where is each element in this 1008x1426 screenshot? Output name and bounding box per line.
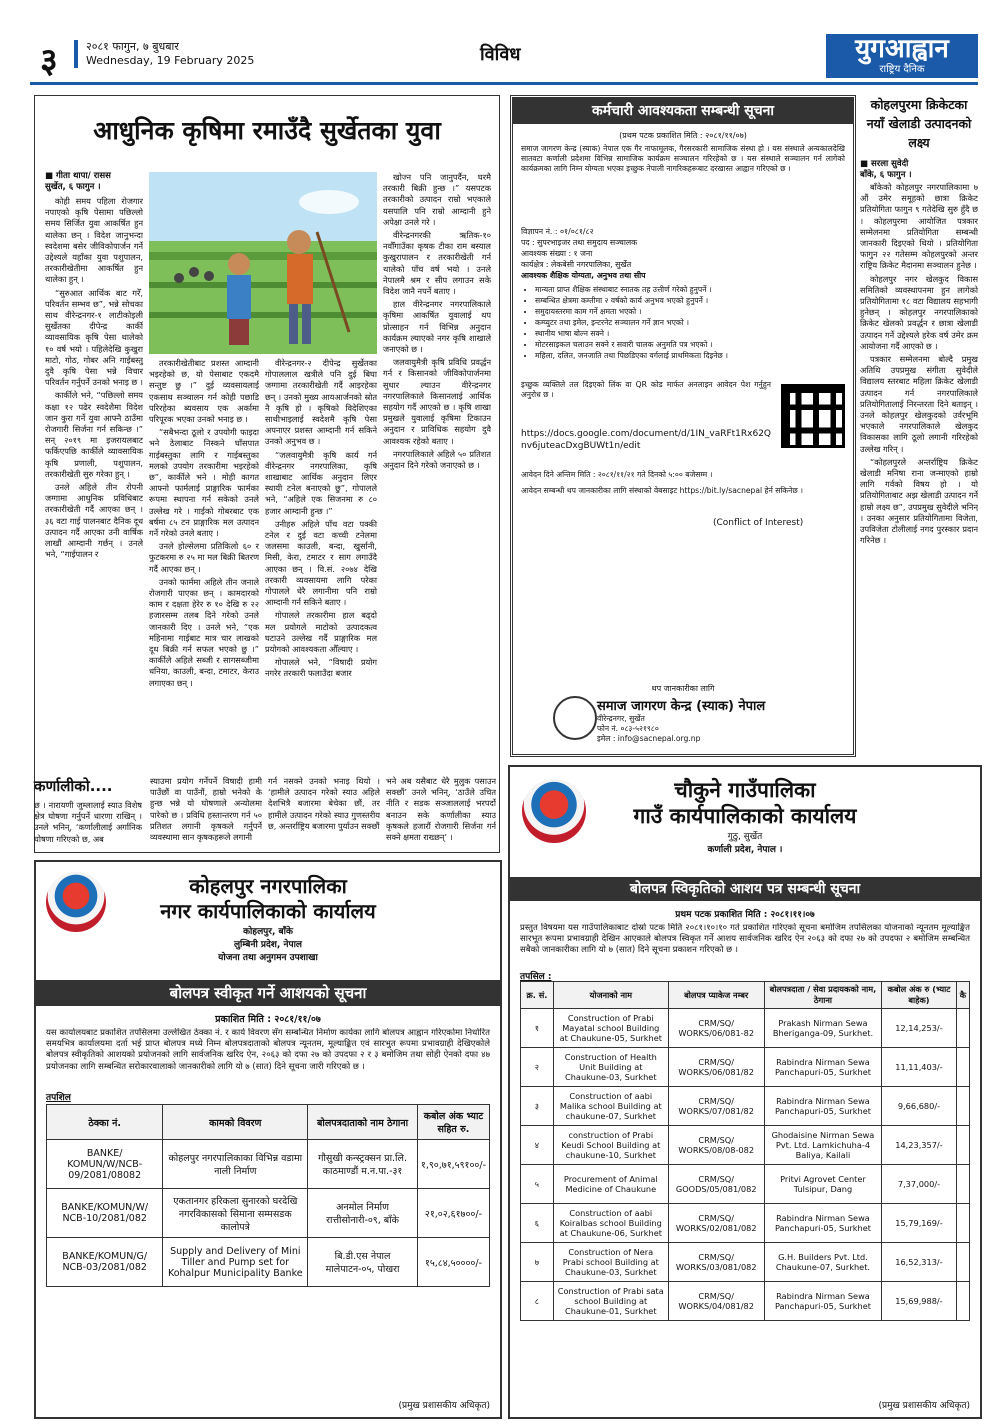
- feature-column-1: [45, 196, 143, 846]
- column-header: योजनाको नाम: [553, 982, 668, 1009]
- continued-column-4: भने अब यसैबाट धेरै मुलुक पसाउन सक्छौं’ उनले भनिन्, ‘ठाउँले उचित नीति र सडक सञ्जाललाई भरपर्दो बनाउन सके कर्णालीका स्याउ कृषकले हजारौं रोजगारी सिर्जना गर्न सक्ने क्षमता राख्छन्’ ।: [386, 776, 496, 843]
- paragraph: उनीहरु अहिले पाँच वटा पक्की टनेल र दुई वटा कच्ची टनेलमा जलसमा काउली, बन्दा, खुर्सानी, मिसी, केरा, टमाटर र साग लगाउँदै आएका छन् । वि.सं. २०७४ देखि तरकारी व्यवसायमा लागि परेका गोपालले धेरै लगानीमा पनि राम्रो आम्दानी गर्न सकिने बताए ।: [265, 518, 377, 608]
- apply-note: आवेदन सम्बन्धी थप जानकारीका लागि संस्थाको वेबसाइट https://bit.ly/sacnepal हेर्न सकिनेछ ।: [521, 486, 803, 495]
- table-cell: BANKE/KOMUN/G/ NCB-03/2081/082: [47, 1238, 163, 1287]
- feature-dateline: सुर्खेत, ६ फागुन ।: [45, 182, 101, 192]
- table-row: [521, 1282, 970, 1321]
- table-cell: ५: [521, 1165, 554, 1204]
- apply-deadline: आवेदन दिने अन्तिम मिति : २०८१/११/२१ गते दिनको ५:०० बजेसम्म ।: [521, 470, 713, 479]
- continued-column-1: छ । नारायणी जुम्लालाई स्याउ विशेष क्षेत्र घोषणा गर्नुपर्ने धारणा राखिन् । उनले भनिन्, ‘कर्णालीलाई अर्गानिक घोषणा गरिएको छ, अब: [34, 800, 142, 844]
- paper-tagline: राष्ट्रिय दैनिक: [879, 64, 925, 75]
- table-cell: Rabindra Nirman Sewa Panchapuri-05, Surkhet: [764, 1204, 882, 1243]
- header-rule: [30, 82, 978, 85]
- paragraph: कोहलपुर नगर खेलकुद विकास समितिको व्यवस्थापनमा हुन लागेको प्रतियोगितामा १८ वटा विद्यालय सहभागी हुनेछन् । कोहलपुर नगरपालिकाको क्रिकेट खेलको प्रवर्द्धन र छात्रा खेलाडी उत्पादन गर्ने उद्देश्यले हरेक वर्ष उमेर क्रम आयोजना गर्दै आएको छ ।: [860, 273, 978, 351]
- chaukune-signature: (प्रमुख प्रशासकीय अधिकृत): [878, 1401, 970, 1411]
- table-cell: construction of Prabi Keudi School Building at chaukune-10, Surkhet: [553, 1126, 668, 1165]
- org-email[interactable]: इमेल : info@sacnepal.org.np: [597, 734, 701, 743]
- table-row: [521, 1243, 970, 1282]
- chaukune-table-body: [521, 1009, 970, 1321]
- paragraph: गोपालले भने, “विषादी प्रयोग नगरेर तरकारी फलाउँदा बजार: [265, 657, 377, 679]
- chaukune-header: [510, 777, 980, 855]
- employment-notice-title: कर्मचारी आवश्यकता सम्बन्धी सूचना: [513, 98, 853, 124]
- kohalpur-tender-notice: [34, 860, 502, 1419]
- feature-byline: ■ गीता थापा/ रासस: [45, 171, 111, 181]
- chaukune-tapasil: तपसिल :: [520, 972, 552, 982]
- table-header-row: [521, 982, 970, 1009]
- more-info-label: थप जानकारीका लागि: [651, 684, 715, 693]
- chaukune-address-1: गुठु, सुर्खेत: [727, 832, 763, 842]
- table-row: [47, 1189, 490, 1238]
- paragraph: “जलवायुमैत्री कृषि कार्य गर्न वीरेन्द्रनगर नगरपालिका, कृषि शाखाबाट आर्थिक अनुदान लिएर स्थायी टनेल बनाएको छु”, गोपालले भने, “अहिले एक सिजनमा रु ८० हजार आम्दानी हुन्छ ।”: [265, 449, 377, 516]
- vacancy-post: पद : सुपरभाइजर तथा समुदाय सञ्चालक: [521, 238, 638, 247]
- table-cell: Rabindra Nirman Sewa Panchapuri-05, Surkhet: [764, 1048, 882, 1087]
- paragraph: खोज्न पनि जानुपर्दैन, घरमै तरकारी बिक्री हुन्छ ।” यसपटक तरकारीको उत्पादन राम्रो भएकाले यसपालि पनि राम्रो आम्दानी हुने अपेक्षा उनले गरे ।: [383, 172, 491, 227]
- paragraph: उनले अहिले तीन रोपनी जग्गामा आधुनिक प्रविधिबाट तरकारीखेती गर्दै आएका छन् । ३६ वटा गाई पालनबाट दैनिक दूध उत्पादन गर्दै आएका उनी वार्षिक लाखौं आम्दानी गर्छन् । उनले भने, “गाईपालन र: [45, 482, 143, 560]
- kohalpur-table-wrap: [46, 1104, 490, 1287]
- continued-column-2: स्याउमा प्रयोग गर्नेपर्ने विषादी हामी पाउँछौं वा पाउँनौं, हाम्रो भनेको के हुन्छ भन्ने यो घोषणाले अन्योलमा पारेको छ । प्रविधि हस्तान्तरण गर्न ५० प्रतिशत लगानी कृषकले गर्नुपर्ने व्यवस्थामा सान कृषकहरूले लगानी: [150, 776, 262, 843]
- feature-byline-block: [45, 170, 137, 192]
- kohalpur-address-1: कोहलपुर, बाँके: [243, 927, 293, 937]
- table-cell: [956, 1165, 969, 1204]
- table-cell: 14,23,357/-: [882, 1126, 956, 1165]
- table-cell: ३: [521, 1087, 554, 1126]
- paragraph: जलवायुमैत्री कृषि प्रविधि प्रवर्द्धन गर्न र किसानको जीविकोपार्जनमा सुधार ल्याउन वीरेन्द्रनगर नगरपालिकाले किसानलाई आर्थिक सहयोग गर्दै आएको छ । कृषि शाखा प्रमुखले युवालाई कृषिमा टिकाउन अनुदान र प्राविधिक सहयोग दुवै आवश्यक रहेको बताए ।: [383, 357, 491, 446]
- column-header: बोलपत्रदाताको नाम ठेगाना: [308, 1105, 418, 1140]
- paragraph: “कोहलपुरले अन्तर्राष्ट्रिय क्रिकेट खेलाडी मनिषा राना जन्माएको हाम्रो लागि गर्वको विषय हो । यो प्रतियोगिताबाट अझ खेलाडी उत्पादन गर्ने हाम्रो लक्ष्य छ”, उपप्रमुख सुवेदीले भनिन् । उनका अनुसार प्रतियोगितामा विजेता, उपविजेता टोलीलाई नगद पुरस्कार प्रदान गरिनेछ ।: [860, 456, 978, 546]
- vacancy-details: [521, 226, 845, 281]
- table-cell: [956, 1282, 969, 1321]
- table-cell: गौसुखी कन्स्ट्रक्सन प्रा.लि. काठमाण्डौं म.न.पा.-३१: [308, 1140, 418, 1189]
- table-cell: एकतानगर हरिकला सुनारको घरदेखि नगरविकासको सिमाना सम्मसडक कालोपत्रे: [163, 1189, 308, 1238]
- table-cell: Pritvi Agrovet Center Tulsipur, Dang: [764, 1165, 882, 1204]
- kohalpur-table-body: [47, 1140, 490, 1287]
- table-row: [521, 1165, 970, 1204]
- list-item: • सम्बन्धित क्षेत्रमा कम्तीमा २ वर्षको कार्य अनुभव भएको हुनुपर्ने ।: [535, 295, 859, 306]
- section-title: विविध: [480, 44, 521, 65]
- continued-story: [34, 770, 498, 855]
- table-header-row: [47, 1105, 490, 1140]
- chaukune-title-1: चौकुने गाउँपालिका: [674, 778, 816, 802]
- table-cell: ४: [521, 1126, 554, 1165]
- cricket-headline: कोहलपुरमा क्रिकेटका नयाँ खेलाडी उत्पादनको लक्ष्य: [866, 97, 972, 150]
- table-cell: CRM/SQ/ WORKS/03/081/082: [668, 1243, 764, 1282]
- cricket-dateline: बाँके, ६ फागुन ।: [860, 170, 912, 180]
- column-header: क्र. सं.: [521, 982, 554, 1009]
- feature-article: [34, 95, 500, 853]
- table-cell: ८: [521, 1282, 554, 1321]
- table-cell: १: [521, 1009, 554, 1048]
- table-row: [521, 1048, 970, 1087]
- kohalpur-tapasil: तपशिल: [46, 1093, 71, 1103]
- header-dates: [86, 40, 254, 68]
- sac-contact: [597, 696, 847, 744]
- qr-code-icon[interactable]: [781, 384, 845, 448]
- conflict-of-interest: (Conflict of Interest): [713, 518, 804, 528]
- column-header: कबोल अंक रु (भ्याट बाहेक): [882, 982, 956, 1009]
- table-cell: Rabindra Nirman Sewa Panchapuri-05, Surkhet: [764, 1087, 882, 1126]
- table-cell: CRM/SQ/ WORKS/04/081/82: [668, 1282, 764, 1321]
- table-cell: ६: [521, 1204, 554, 1243]
- cricket-article: [860, 95, 978, 755]
- employment-notice-intro: समाज जागरण केन्द्र (स्याक) नेपाल एक गैर नाफामूलक, गैरसरकारी सामाजिक संस्था हो । यस संस्थाले अन्यकालदेखि सातवटा कर्णाली प्रदेशमा विभिन्न सामाजिक कार्यक्रम सञ्चालन गरिरहेको छ । यस संस्थाले सञ्चालन गर्न लागेको कार्यक्रमका लागि निम्न योग्यता भएका इच्छुक नेपाली नागरिकहरूबाट दरखास्त आह्वान गरिएको छ ।: [521, 144, 845, 173]
- table-cell: CRM/SQ/ GOODS/05/081/082: [668, 1165, 764, 1204]
- paragraph: वीरेन्द्रनगरकी ऋतिक-१० नवौँगाउँका कृषक टीका राम बस्याल कुखुरापालन र तरकारीखेती गर्न थालेको पाँच वर्ष भयो । उनले नेपालमै श्रम र सीप लगाउन सके विदेश जानै नपर्ने बताए ।: [383, 230, 491, 297]
- continued-label: कर्णालीको....: [34, 777, 113, 795]
- table-cell: कोहलपुर नगरपालिकाका विभिन्न वडामा नाली निर्माण: [163, 1140, 308, 1189]
- paragraph: “सुरुआत आर्थिक बाट गरेँ, परिवर्तन सम्भव छ”, भन्ने सोचका साथ वीरेन्द्रनगर-१ लाटीकोइली सुर्खेतका दीपेन्द्र कार्की व्यावसायिक कृषि पेसा थालेको १० वर्ष भयो । पहिलेदेखि कुखुरा माटो, गोठ, गोबर अनि गाईबस्तु दुवै कृषि पेसा भन्ने विचार परिवर्तन गर्नुपर्ने उनको भनाइ छ ।: [45, 287, 143, 388]
- list-item: • मोटरसाइकल चलाउन सक्ने र सवारी चालक अनुमति पत्र भएको ।: [535, 339, 859, 350]
- kohalpur-banner: बोलपत्र स्वीकृत गर्ने आशयको सूचना: [36, 980, 500, 1006]
- table-cell: 12,14,253/-: [882, 1009, 956, 1048]
- vacancy-count: आवश्यक संख्या : १ जना: [521, 249, 593, 258]
- table-cell: CRM/SQ/ WORKS/08/08-082: [668, 1126, 764, 1165]
- table-cell: Construction of aabi Malika school Building at chaukune-07, Surkhet: [553, 1087, 668, 1126]
- farmer-illustration: [149, 172, 377, 354]
- table-cell: Rabindra Nirman Sewa Panchapuri-05, Surkhet: [764, 1282, 882, 1321]
- paragraph: पत्रकार सम्मेलनमा बोल्दै प्रमुख अतिथि उपप्रमुख संगीता सुवेदीले विद्यालय स्तरबाट महिला क्रिकेट खेलाडी उत्पादन गर्न नगरपालिकाले प्रतियोगितालाई निरन्तरता दिने बताइन् । उनले कोहलपुर खेलकुदको उर्वरभूमि भएकाले नगरपालिकाले खेलकुद विकासका लागि ठूलो लगानी गरिरहेको उल्लेख गरिन् ।: [860, 354, 978, 454]
- vacancy-number: विज्ञापन नं. : ०१/०८१/८२: [521, 227, 594, 236]
- paragraph: बाँकेको कोहलपुर नगरपालिकामा ७ औं उमेर समूहको छात्रा क्रिकेट प्रतियोगिता फागुन ९ गतेदेखि सुरु हुँदै छ । कोहलपुरमा आयोजित पत्रकार सम्मेलनमा प्रतियोगिता सम्बन्धी जानकारी दिइएको थियो । प्रतियोगिता फागुन २२ गतेसम्म कोहलपुरको अन्तर राष्ट्रिय क्रिकेट मैदानमा सञ्चालन हुनेछ ।: [860, 182, 978, 271]
- list-item: • स्थानीय भाषा बोल्न सक्ने ।: [535, 328, 859, 339]
- table-cell: Prakash Nirman Sewa Bheriganga-09, Surkhet.: [764, 1009, 882, 1048]
- table-cell: ७: [521, 1243, 554, 1282]
- table-cell: [956, 1126, 969, 1165]
- chaukune-intro: प्रस्तुत विषयमा यस गाउँपालिकाबाट दोस्रो पटक मिति २०८१।१०।१० गते प्रकाशित गरिएको सूचना बमोजिम तपसिलका योजनाको न्यूनतम मूल्याङ्कित सारभूत रूपमा प्रभावग्राही देखिन आएकाले बोलपत्र स्विकृत गर्ने आशय सार्वजनिक खरिद ऐन २०६३ को दफा २७ को उपदफा २ बमोजिम सम्बन्धित सबैको जानकारीका लागि यो ७ (सात) दिने सूचना प्रकाशन गरिएको छ ।: [520, 923, 970, 956]
- table-cell: अनमोल निर्माण रात्तीसोनारी-०९, बाँके: [308, 1189, 418, 1238]
- table-cell: १,९०,७१,५९१००/-: [417, 1140, 489, 1189]
- org-address: वीरेन्द्रनगर, सुर्खेत: [597, 714, 645, 723]
- org-name: समाज जागरण केन्द्र (स्याक) नेपाल: [597, 699, 766, 714]
- requirements-title: आवश्यक शैक्षिक योग्यता, अनुभव तथा सीप: [521, 271, 646, 280]
- paragraph: गोपालले तरकारीमा हाल बढ्दो मल प्रयोगले माटोको उत्पादकत्व घटाउने उल्लेख गर्दै प्राङ्गारिक मल प्रयोगको आवश्यकता औँल्याए ।: [265, 610, 377, 655]
- kohalpur-header: [36, 874, 500, 963]
- chaukune-table: [520, 981, 970, 1321]
- chaukune-title-2: गाउँ कार्यपालिकाको कार्यालय: [633, 804, 857, 828]
- paragraph: कार्कीले भने, “पछिल्लो समय कक्षा १२ पढेर स्वदेशैमा विदेश जान कुरा गर्ने युवा आफ्नै ठाउँमा रोजगारी सिर्जना गर्न सकिन्छ ।” सन् २०१९ मा इजरायलबाट फर्किएपछि कार्कीले व्यावसायिक कृषि प्रणाली, पशुपालन, तरकारीखेती सुरु गरेका हुन् ।: [45, 390, 143, 479]
- continued-column-3: गर्न नसक्ने उनको भनाइ थियो । ‘हामीले उत्पादन गरेको स्याउ अहिले देशभित्रै बजारमा बेचेका छौं, तर हामीले उत्पादन गरेको स्याउ गुणस्तरीय छ, अन्तर्राष्ट्रिय बजारमा पुर्याउन सक्छौं: [268, 776, 380, 831]
- chaukune-first-pub: प्रथम पटक प्रकाशित मिति : २०८१।११।०७: [675, 910, 815, 920]
- table-cell: CRM/SQ/ WORKS/06/081-82: [668, 1009, 764, 1048]
- paragraph: हाल वीरेन्द्रनगर नगरपालिकाले कृषिमा आकर्षित युवालाई थप प्रोत्साहन गर्न विभिन्न अनुदान कार्यक्रम ल्याएको नगर कृषि शाखाले जनाएको छ ।: [383, 299, 491, 355]
- table-cell: CRM/SQ/ WORKS/06/081/82: [668, 1048, 764, 1087]
- paragraph: “सबैभन्दा ठूलो र उपयोगी फाइदा भने ठेलाबाट निस्कने घाँसपात गाईबस्तुका लागि र गाईबस्तुका मलको उपयोग तरकारीमा भइरहेको छ”, कार्कीले भने । मोही कागत आफ्नो फार्मलाई प्राङ्गारिक फार्मका रूपमा स्थापना गर्न सकेको उनले उल्लेख गरे । गाईको गोबरबाट एक बर्षमा ८५ टन प्राङ्गारिक मल उत्पादन गर्ने गरेको उनले बताए ।: [149, 427, 259, 539]
- table-cell: CRM/SQ/ WORKS/02/081/082: [668, 1204, 764, 1243]
- page-number: ३: [40, 41, 58, 81]
- table-cell: २१,०२,६१७००/-: [417, 1189, 489, 1238]
- table-cell: [956, 1243, 969, 1282]
- chaukune-table-wrap: [520, 981, 970, 1321]
- list-item: • कम्प्युटर तथा इमेल, इन्टरनेट सञ्चालन गर्ने ज्ञान भएको ।: [535, 317, 859, 328]
- chaukune-banner: बोलपत्र स्विकृतिको आशय पत्र सम्बन्धी सूचना: [510, 877, 980, 901]
- vacancy-location: कार्यक्षेत्र : लेकबेसी नगरपालिका, सुर्खेत: [521, 260, 632, 269]
- farm-scene-icon: [149, 172, 377, 354]
- paper-name: युगआह्वान: [855, 34, 949, 64]
- paragraph: कोही समय पहिला रोजगार नपाएको कृषि पेसामा पछिल्लो समय सिर्जित युवा आकर्षित हुन थालेका छन् । विदेश जानुभन्दा स्वदेशमा बसेर जीविकोपार्जन गर्ने उद्देश्यले यहाँका युवा पशुपालन, तरकारीखेतीमा आकर्षित हुन थालेका हुन् ।: [45, 196, 143, 285]
- table-row: [521, 1204, 970, 1243]
- paragraph: वीरेन्द्रनगर-२ दीपेन्द्र सुर्खेतका गोपाललाल खत्रीले पनि दुई बिघा जग्गामा तरकारीखेती गर्दै आइरहेका छन् । उनको मुख्य आयआर्जनको स्रोत नै कृषि हो । कृषिको विदेशिएका साथीभाइलाई स्वदेशमै कृषि पेसा अपनाएर प्रशस्त आम्दानी गर्न सकिने उनको अनुभव छ ।: [265, 358, 377, 447]
- column-header: ठेक्का नं.: [47, 1105, 163, 1140]
- list-item: • मान्यता प्राप्त शैक्षिक संस्थाबाट स्नातक तह उत्तीर्ण गरेको हुनुपर्ने ।: [535, 284, 859, 295]
- chaukune-address-2: कर्णाली प्रदेश, नेपाल ।: [707, 845, 783, 855]
- cricket-byline: ■ सरला सुवेदी: [860, 159, 909, 169]
- table-cell: G.H. Builders Pvt. Ltd. Chaukune-07, Surkhet.: [764, 1243, 882, 1282]
- list-item: • समुदायस्तरमा काम गर्ने क्षमता भएको ।: [535, 306, 859, 317]
- kohalpur-signature: (प्रमुख प्रशासकीय अधिकृत): [398, 1401, 490, 1411]
- table-row: [47, 1238, 490, 1287]
- table-cell: १५,८४,५००००/-: [417, 1238, 489, 1287]
- sac-logo-icon: [553, 696, 597, 740]
- date-english: Wednesday, 19 February 2025: [86, 54, 255, 67]
- column-header: कामको विवरण: [163, 1105, 308, 1140]
- table-row: [521, 1126, 970, 1165]
- table-cell: [956, 1048, 969, 1087]
- apply-link[interactable]: https://docs.google.com/document/d/1IN_vaRFt1Rx62Q nv6juteacDxgBUWt1n/edit: [521, 429, 772, 451]
- table-row: [521, 1009, 970, 1048]
- table-cell: Construction of aabi Koiralbas school Building at Chaukune-06, Surkhet: [553, 1204, 668, 1243]
- table-cell: Procurement of Animal Medicine of Chaukune: [553, 1165, 668, 1204]
- column-header: कै: [956, 982, 969, 1009]
- list-item: • महिला, दलित, जनजाति तथा पिछडिएका वर्गलाई प्राथमिकता दिइनेछ ।: [535, 350, 859, 361]
- header-divider: [74, 40, 78, 68]
- table-cell: बि.डी.एस नेपाल मालेपाटन-०५, पोखरा: [308, 1238, 418, 1287]
- kohalpur-title-1: कोहलपुर नगरपालिका: [189, 874, 347, 898]
- paragraph: तरकारीखेतीबाट प्रशस्त आम्दानी भइरहेको छ, यो पेसाबाट एकदमै सन्तुष्ट छु ।” दुई व्यवसायलाई एकसाथ सञ्चालन गर्न कोही पछाडि परिरहेका ब्यवसाय एक अर्कामा परिपूरक भएका उनको भनाइ छ ।: [149, 358, 259, 425]
- table-cell: Supply and Delivery of Mini Tiller and Pump set for Kohalpur Municipality Banke: [163, 1238, 308, 1287]
- feature-headline: आधुनिक कृषिमा रमाउँदै सुर्खेतका युवा: [93, 116, 441, 145]
- table-cell: 16,52,313/-: [882, 1243, 956, 1282]
- kohalpur-address-3: योजना तथा अनुगमन उपशाखा: [218, 953, 318, 963]
- table-cell: Construction of Prabi Mayatal school Building at Chaukune-05, Surkhet: [553, 1009, 668, 1048]
- kohalpur-title-2: नगर कार्यपालिकाको कार्यालय: [160, 899, 376, 923]
- table-cell: Construction of Prabi sata school Building at Chaukune-01, Surkhet: [553, 1282, 668, 1321]
- table-cell: २: [521, 1048, 554, 1087]
- table-cell: 15,69,988/-: [882, 1282, 956, 1321]
- column-header: बोलपत्र प्याकेज नम्बर: [668, 982, 764, 1009]
- table-cell: [956, 1087, 969, 1126]
- masthead-logo: [826, 34, 978, 78]
- apply-instructions: इच्छुक व्यक्तिले तल दिइएको लिंक वा QR कोड मार्फत अनलाइन आवेदन पेश गर्नुहुन अनुरोध छ ।: [521, 380, 771, 399]
- chaukune-tender-notice: [508, 765, 982, 1419]
- column-header: बोलपत्रदाता / सेवा प्रदायकको नाम, ठेगाना: [764, 982, 882, 1009]
- table-cell: CRM/SQ/ WORKS/07/081/82: [668, 1087, 764, 1126]
- paragraph: उनको फार्ममा अहिले तीन जनाले रोजगारी पाएका छन् । कामदारको काम र दक्षता हेरेर रु १० देखि रु २२ हजारसम्म तलब दिने गरेको उनले जानकारी दिए । उनले भने, “एक महिनामा गाईबाट मात्र चार लाखको दूध बिक्री गर्न सफल भएको छु ।” कार्कीले अहिले सब्जी र सागसब्जीमा धनिया, काउली, बन्दा, टमाटर, केराउ लगाएका छन् ।: [149, 576, 259, 688]
- table-cell: 15,79,169/-: [882, 1204, 956, 1243]
- column-header: कबोल अंक भ्याट सहित रु.: [417, 1105, 489, 1140]
- table-cell: Ghodaisine Nirman Sewa Pvt. Ltd. Lamkichuha-4 Baliya, Kailali: [764, 1126, 882, 1165]
- table-cell: 9,66,680/-: [882, 1087, 956, 1126]
- employment-notice: [510, 95, 856, 757]
- kohalpur-first-pub: प्रकाशित मिति : २०८१/११/०७: [215, 1014, 321, 1025]
- cricket-body: [860, 182, 978, 752]
- kohalpur-table: [46, 1104, 490, 1287]
- date-nepali: २०८१ फागुन, ७ बुधबार: [86, 40, 179, 53]
- table-row: [521, 1087, 970, 1126]
- table-cell: Construction of Nera Prabi school Building at Chaukune-03, Surkhet: [553, 1243, 668, 1282]
- table-row: [47, 1140, 490, 1189]
- employment-notice-date: (प्रथम पटक प्रकाशित मिति : २०८१/११/०७): [619, 131, 747, 140]
- feature-column-4: [383, 172, 491, 846]
- table-cell: 7,37,000/-: [882, 1165, 956, 1204]
- table-cell: Construction of Health Unit Building at Chaukune-03, Surkhet: [553, 1048, 668, 1087]
- org-phone: फोन नं. ०८३-५२१९८०: [597, 724, 659, 733]
- paragraph: उनले होल्सेलमा प्रतिकिलो ६० र फुटकरमा रु २५ मा मल बिक्री बितरण गर्दै आएका छन् ।: [149, 541, 259, 574]
- kohalpur-intro: यस कार्यालयबाट प्रकाशित तपसिलमा उल्लेखित ठेक्का नं. र कार्य विवरण सँग सम्बन्धित निर्माण कार्यका लागि बोलपत्र आह्वान गरिएकोमा निर्धारित समयभित्र कार्यालयमा दर्ता भई प्राप्त बोलपत्र मध्ये निम्न बोलपत्रदाताको बोलपत्र न्यूनतम, मूल्याङ्कित एवं सारभुत रूपमा प्रभावग्राही देखिएकोले बोलपत्र स्वीकृतिको आशयको प्रयोजनको लागि सार्वजनिक खरिद ऐन, २०६३ को दफा २७ को उपदफा २ र ३ बमोजिम तथा सोही ऐनको दफा ४७ प्रयोजनका लागि सम्बन्धित सरोकारवालाको जानकारीको लागि यो ७ (सात) दिने सूचना जारी गरिएको छ ।: [46, 1028, 490, 1072]
- table-cell: BANKE/ KOMUN/W/NCB- 09/2081/08082: [47, 1140, 163, 1189]
- requirements-list: [521, 284, 859, 361]
- table-cell: [956, 1009, 969, 1048]
- table-cell: 11,11,403/-: [882, 1048, 956, 1087]
- kohalpur-address-2: लुम्बिनी प्रदेश, नेपाल: [233, 940, 303, 950]
- table-cell: BANKE/KOMUN/W/ NCB-10/2081/082: [47, 1189, 163, 1238]
- paragraph: नगरपालिकाले अहिले ५० प्रतिशत अनुदान दिने गरेको जनाएको छ ।: [383, 448, 491, 471]
- table-cell: [956, 1204, 969, 1243]
